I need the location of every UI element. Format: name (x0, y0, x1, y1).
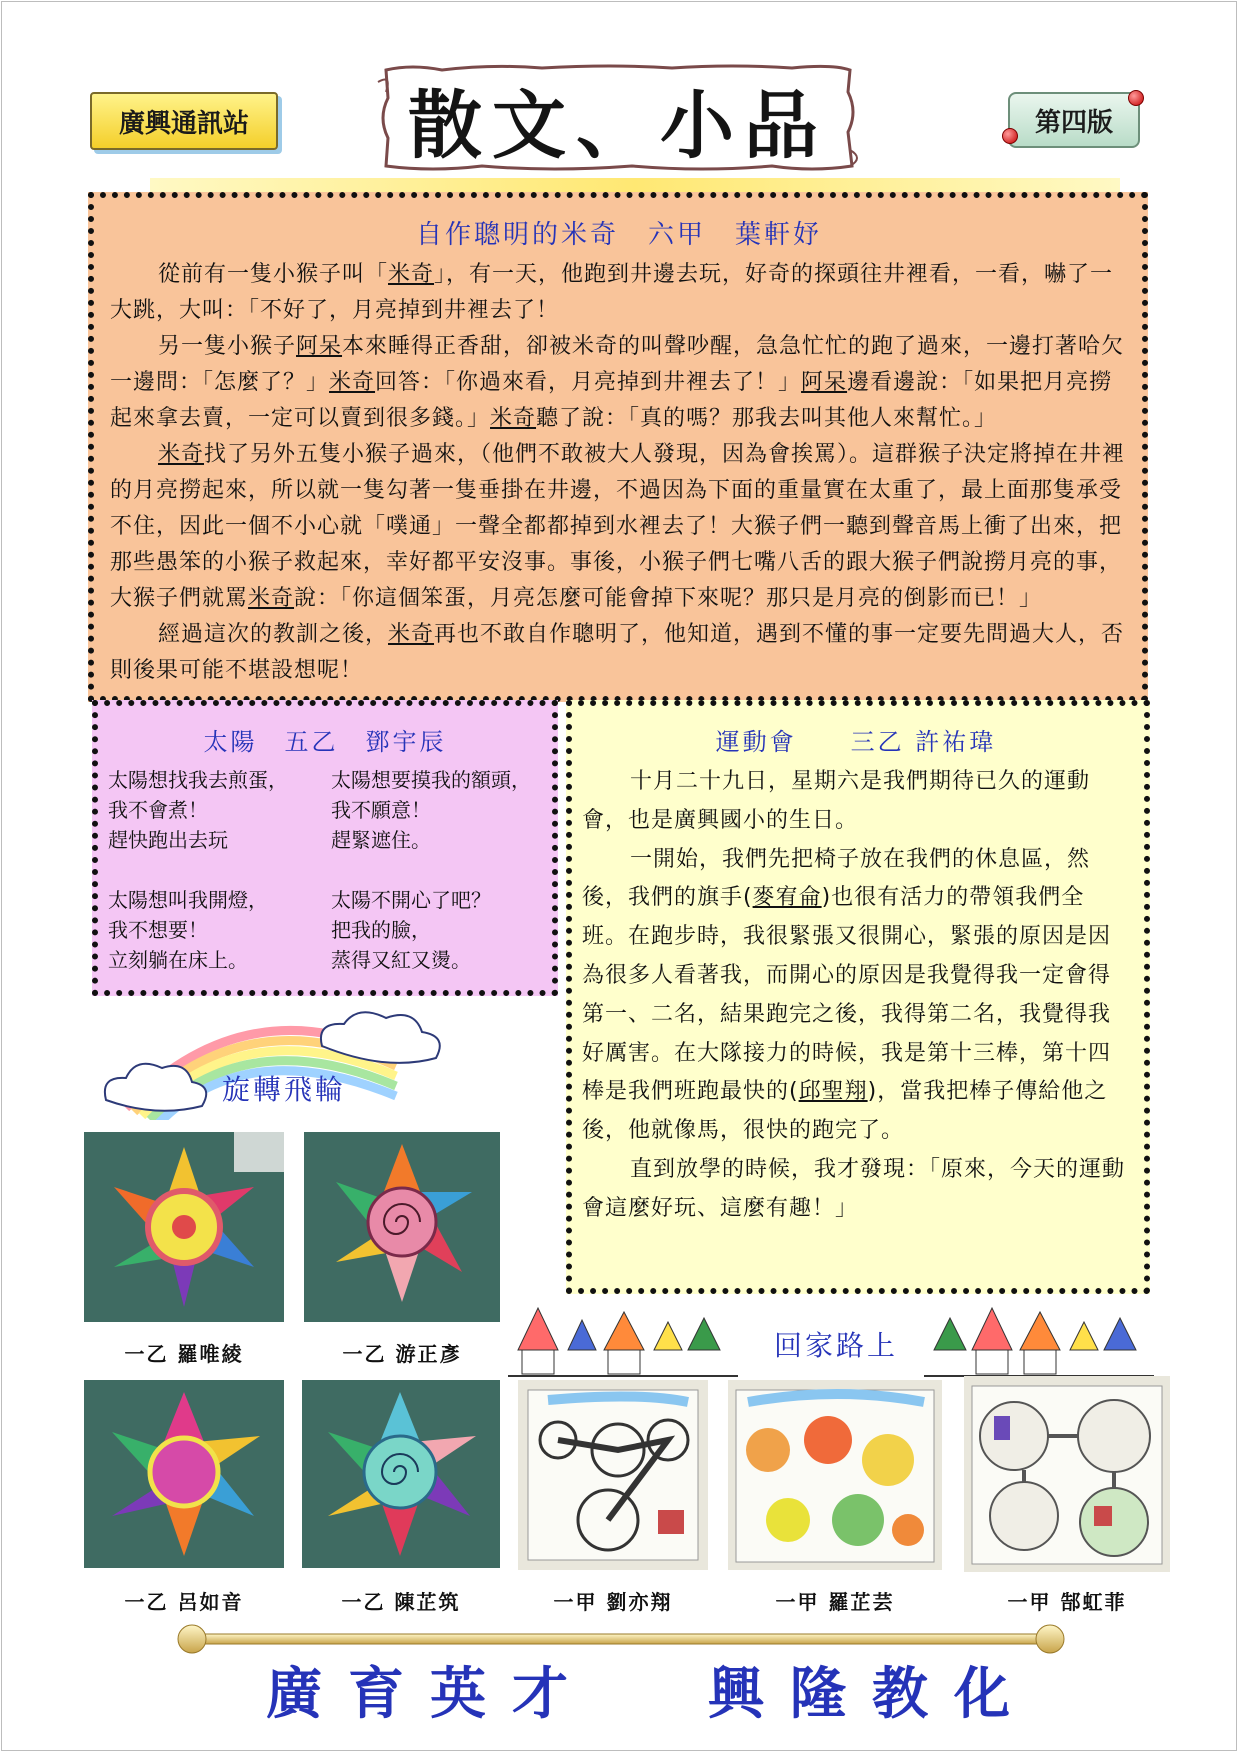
poem-box (92, 700, 558, 996)
story-text: 本來睡得正香甜，卻被米奇的叫聲吵醒，急急忙忙的跑了過來，一邊打著哈欠一邊問：「怎麼了？」 (110, 334, 1125, 395)
poem-title: 太陽 五乙 鄧宇辰 (203, 728, 447, 756)
drawing-photo (964, 1376, 1170, 1572)
sports-paragraph: 十月二十九日，星期六是我們期待已久的運動會，也是廣興國小的生日。 (582, 769, 1091, 833)
sports-text: )，當我把棒子傳給他之後，他就像馬，很快的跑完了。 (582, 1079, 1108, 1144)
story-paragraph (110, 329, 1128, 437)
poem-line: 太陽想叫我開燈， (108, 888, 268, 912)
character-name: 米奇 (388, 622, 435, 647)
character-name: 米奇 (158, 442, 205, 467)
poem-line: 把我的臉， (331, 918, 431, 942)
poem-line: 趕緊遮住。 (331, 828, 431, 852)
sports-paragraph: 直到放學的時候，我才發現：「原來，今天的運動會這麼好玩、這麼有趣！」 (582, 1156, 1126, 1221)
poem-line: 太陽想找我去煎蛋， (108, 768, 288, 792)
pinwheel-photo (84, 1132, 284, 1322)
story-text: 經過這次的教訓之後， (158, 622, 389, 647)
poem-line: 立刻躺在床上。 (108, 948, 248, 972)
character-name: 阿呆 (296, 334, 343, 359)
story-paragraph (110, 437, 1128, 617)
header-divider (150, 178, 1120, 192)
photo-caption: 一乙 呂如音 (124, 1590, 244, 1614)
photo-caption: 一乙 游正彥 (342, 1342, 462, 1366)
poem-stanza (331, 885, 542, 975)
character-name: 阿呆 (801, 370, 848, 395)
poem-line: 太陽不開心了吧？ (331, 888, 491, 912)
story-paragraph (110, 257, 1128, 329)
story-text: 邊看邊說：「如果把月亮撈起來拿去賣，一定可以賣到很多錢。」 (110, 370, 1113, 431)
photo-caption: 一甲 郜虹菲 (1007, 1590, 1127, 1614)
story-paragraph (110, 617, 1128, 689)
edition-pin-dot (1128, 90, 1144, 106)
poem-stanza (331, 765, 542, 855)
sports-title: 運動會 三乙 許祐瑋 (715, 728, 997, 756)
story-article (88, 192, 1148, 702)
story-text: 說：「你這個笨蛋，月亮怎麼可能會掉下來呢？那只是月亮的倒影而已！」 (294, 586, 1043, 611)
story-text: 再也不敢自作聰明了，他知道，遇到不懂的事一定要先問過大人，否則後果可能不堪設想呢！ (110, 622, 1125, 683)
newsletter-badge: 廣興通訊站 (90, 92, 278, 150)
drawing-photo (728, 1380, 942, 1570)
poem-line: 趕快跑出去玩 (108, 828, 228, 852)
edition-label: 第四版 (1008, 92, 1140, 148)
character-name: 米奇 (329, 370, 376, 395)
story-text: 」，有一天，他跑到井邊去玩，好奇的探頭往井裡看，一看，嚇了一大跳，大叫：「不好了，月亮掉到井裡去了！ (110, 262, 1114, 323)
pinwheel-photo (302, 1380, 500, 1568)
footer-slogan-right: 興隆教化 (708, 1661, 1036, 1727)
village-illustration-left (508, 1300, 738, 1380)
photo-caption: 一乙 陳芷筑 (341, 1590, 461, 1614)
footer-slogan-left: 廣育英才 (266, 1661, 594, 1727)
story-text: 聽了說：「真的嗎？那我去叫其他人來幫忙。」 (536, 406, 998, 431)
poem-line: 我不會煮！ (108, 798, 208, 822)
sports-day-article (566, 700, 1150, 1294)
story-text: 另一隻小猴子 (158, 334, 297, 359)
poem-stanza (108, 765, 319, 855)
character-name: 米奇 (388, 262, 435, 287)
story-text: 回答：「你過來看，月亮掉到井裡去了！」 (375, 370, 802, 395)
pinwheel-photo (304, 1132, 500, 1322)
pinwheel-section-title: 旋轉飛輪 (222, 1073, 347, 1106)
character-name: 米奇 (490, 406, 537, 431)
story-text: 找了另外五隻小猴子過來，（他們不敢被大人發現，因為會挨罵）。這群猴子決定將掉在井裡的月亮撈起來，所以就一隻勾著一隻垂掛在井邊，不過因為下面的重量實在太重了，最上面那隻承受不住，因此一個不小心就「噗通」一聲全都都掉到水裡去了！大猴子們一聽到聲音馬上衝了出來，把那些愚笨的小猴子救起來，幸好都平安沒事。事後，小猴子們七嘴八舌的跟大猴子們說撈月亮的事，大猴子們就罵 (110, 442, 1126, 611)
student-name: 邱聖翔 (798, 1079, 868, 1105)
poem-line: 我不想要！ (108, 918, 208, 942)
photo-caption: 一乙 羅唯綾 (124, 1342, 244, 1366)
drawing-photo (518, 1380, 708, 1570)
story-title: 自作聰明的米奇 六甲 葉軒妤 (415, 220, 822, 250)
sports-paragraph (582, 841, 1130, 1151)
poem-line: 太陽想要摸我的額頭， (331, 768, 531, 792)
story-text: 從前有一隻小猴子叫「 (158, 262, 389, 287)
page-title: 散文、小品 (408, 83, 828, 169)
photo-caption: 一甲 羅芷芸 (775, 1590, 895, 1614)
poem-stanza (108, 885, 319, 975)
sports-text: 一開始，我們先把椅子放在我們的休息區，然後，我們的旗手( (582, 846, 1091, 911)
poem-line: 我不願意！ (331, 798, 431, 822)
photo-caption: 一甲 劉亦翔 (553, 1590, 673, 1614)
character-name: 米奇 (248, 586, 295, 611)
poem-line: 蒸得又紅又燙。 (331, 948, 471, 972)
student-name: 麥宥侖 (752, 885, 822, 911)
pinwheel-photo (84, 1380, 284, 1568)
village-illustration-right (924, 1300, 1154, 1380)
poem-stanzas (108, 765, 542, 975)
home-section-title: 回家路上 (774, 1329, 899, 1362)
edition-pin-dot (1002, 128, 1018, 144)
sports-text: )也很有活力的帶領我們全班。在跑步時，我很緊張又很開心，緊張的原因是因為很多人看著我，而開心的原因是我覺得我一定會得第一、二名，結果跑完之後，我得第二名，我覺得我好厲害。在大隊接力的時候，我是第十三棒，第十四棒是我們班跑最快的( (582, 885, 1112, 1105)
